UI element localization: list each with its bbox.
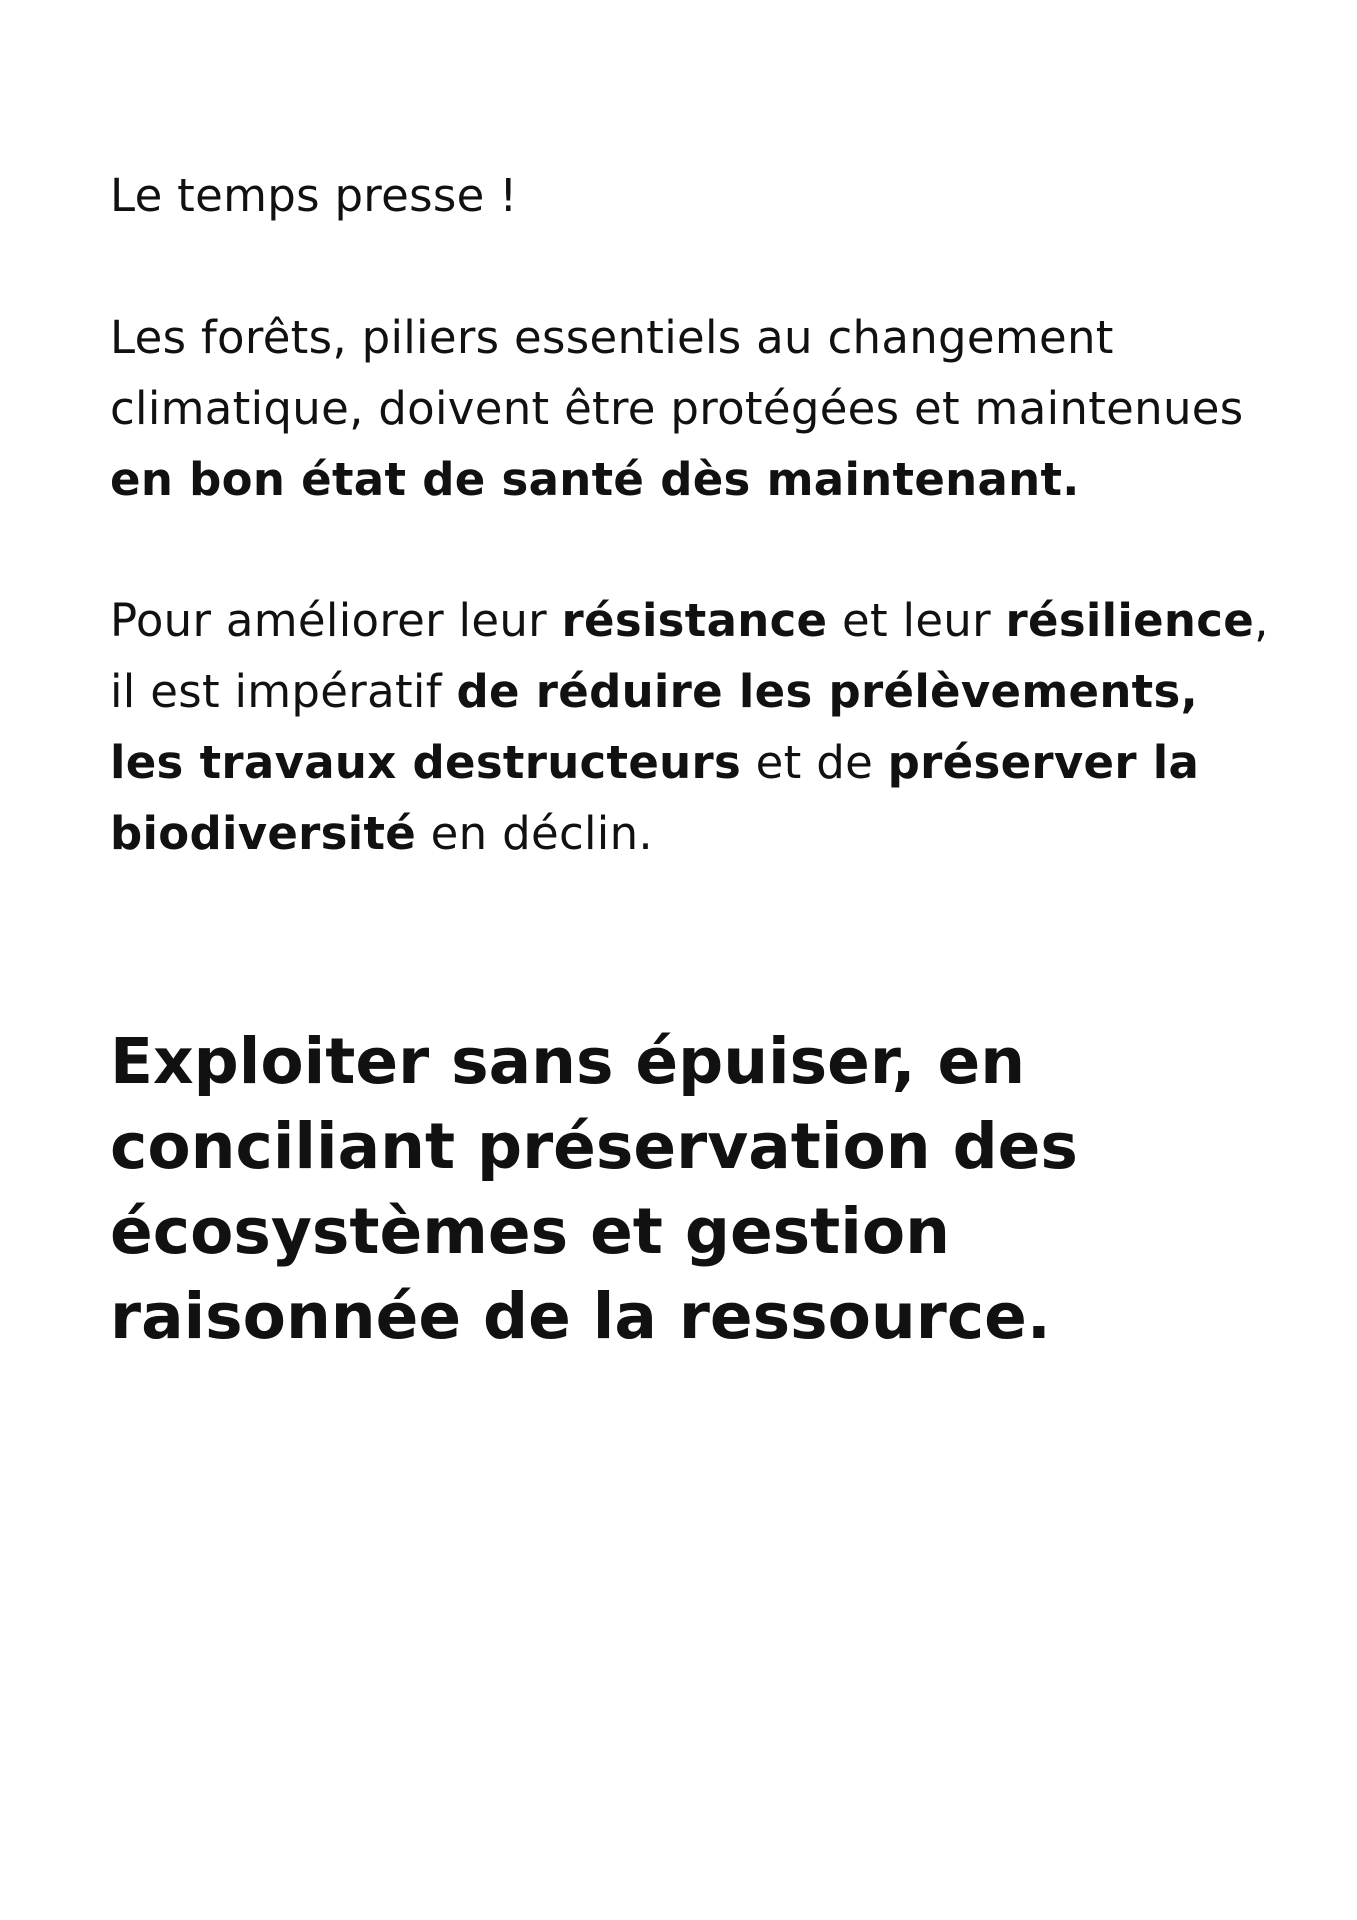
paragraph-resilience	[110, 585, 1270, 869]
paragraph-resilience-text-2: et leur	[827, 594, 1006, 647]
emphasis-reduce-harvest: de réduire les prélèvements, les travaux destructeurs	[110, 665, 1198, 789]
headline: Exploiter sans épuiser, en conciliant préservation des écosystèmes et gestion raisonnée de la ressource.	[110, 1025, 1078, 1353]
paragraph-resilience-text-4: et de	[741, 736, 888, 789]
intro-text: Le temps presse !	[110, 169, 518, 222]
paragraph-forests	[110, 302, 1270, 515]
paragraph-forests-emphasis: en bon état de santé dès maintenant.	[110, 453, 1080, 506]
paragraph-resilience-text-5: en déclin.	[416, 807, 654, 860]
paragraph-forests-text: Les forêts, piliers essentiels au changement climatique, doivent être protégées et maintenues	[110, 311, 1244, 435]
paragraph-resilience-text-1: Pour améliorer leur	[110, 594, 562, 647]
document-page	[110, 160, 1270, 1359]
emphasis-resistance: résistance	[561, 594, 828, 647]
emphasis-biodiversity: préserver la biodiversité	[110, 736, 1200, 860]
emphasis-resilience: résilience	[1005, 594, 1255, 647]
paragraph-resilience-text-3: , il est impératif	[110, 594, 1269, 718]
